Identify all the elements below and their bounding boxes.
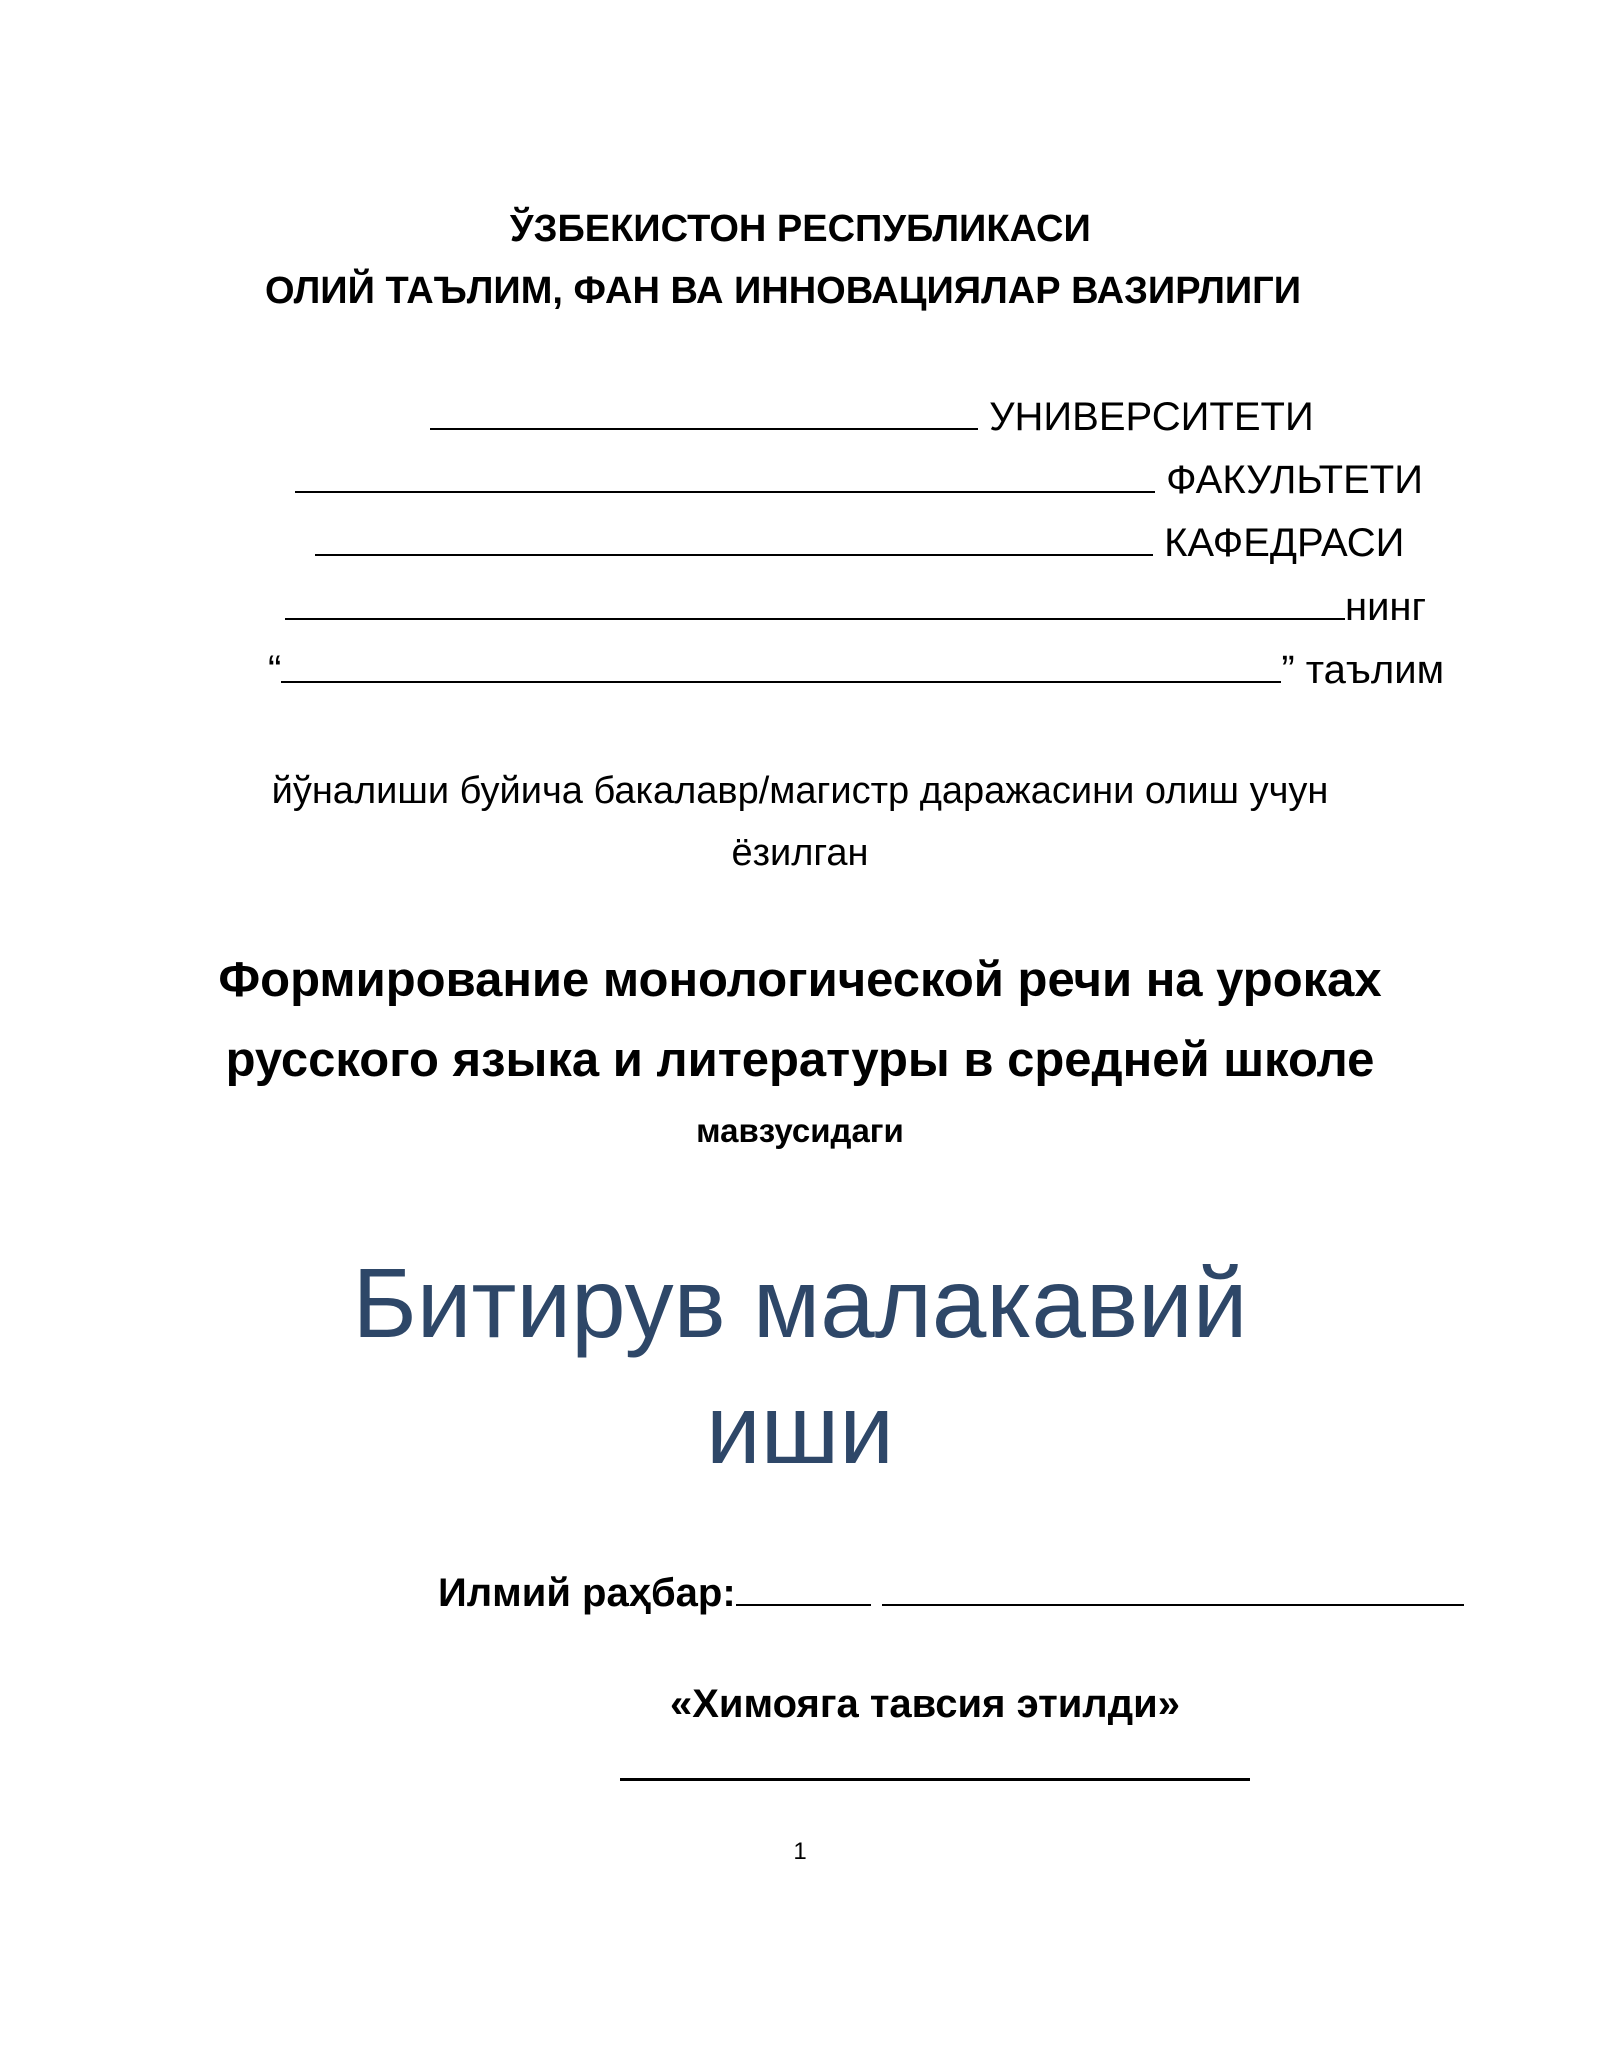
degree-description-line1: йўналиши буйича бакалавр/магистр даражасини олиш учун xyxy=(271,770,1329,812)
recommendation-label: «Химояга тавсия этилди» xyxy=(670,1682,1180,1726)
education-line xyxy=(268,645,1444,693)
topic-line2: русского языка и литературы в средней школе xyxy=(225,1033,1375,1087)
department-line xyxy=(315,518,1404,566)
close-quote: ” xyxy=(1281,648,1295,692)
advisor-blank-short xyxy=(736,1568,871,1606)
university-line xyxy=(430,392,1314,440)
topic-line1: Формирование монологической речи на уроках xyxy=(218,953,1382,1007)
faculty-line xyxy=(295,455,1423,503)
ministry-header-line1: ЎЗБЕКИСТОН РЕСПУБЛИКАСИ xyxy=(510,208,1091,250)
education-blank xyxy=(281,645,1281,683)
university-blank xyxy=(430,392,978,430)
faculty-blank xyxy=(295,455,1155,493)
open-quote: “ xyxy=(268,648,282,692)
education-suffix: таълим xyxy=(1294,648,1445,692)
document-title-line2: иши xyxy=(705,1374,895,1484)
document-title-line1: Битирув малакавий xyxy=(352,1248,1248,1358)
advisor-blank-long xyxy=(882,1568,1464,1606)
ning-suffix: нинг xyxy=(1345,585,1427,629)
topic-suffix: мавзусидаги xyxy=(696,1112,904,1149)
advisor-label: Илмий раҳбар: xyxy=(438,1571,736,1615)
degree-description-line2: ёзилган xyxy=(731,832,869,874)
ministry-header-line2: ОЛИЙ ТАЪЛИМ, ФАН ВА ИННОВАЦИЯЛАР ВАЗИРЛИГИ xyxy=(265,270,1302,312)
department-label: КАФЕДРАСИ xyxy=(1164,521,1405,565)
recommendation-signature-line xyxy=(620,1778,1250,1781)
ning-line xyxy=(285,582,1426,630)
university-label: УНИВЕРСИТЕТИ xyxy=(989,395,1314,439)
faculty-label: ФАКУЛЬТЕТИ xyxy=(1166,458,1423,502)
page-number: 1 xyxy=(793,1838,807,1865)
ning-blank xyxy=(285,582,1345,620)
department-blank xyxy=(315,518,1153,556)
advisor-line xyxy=(438,1568,1464,1616)
